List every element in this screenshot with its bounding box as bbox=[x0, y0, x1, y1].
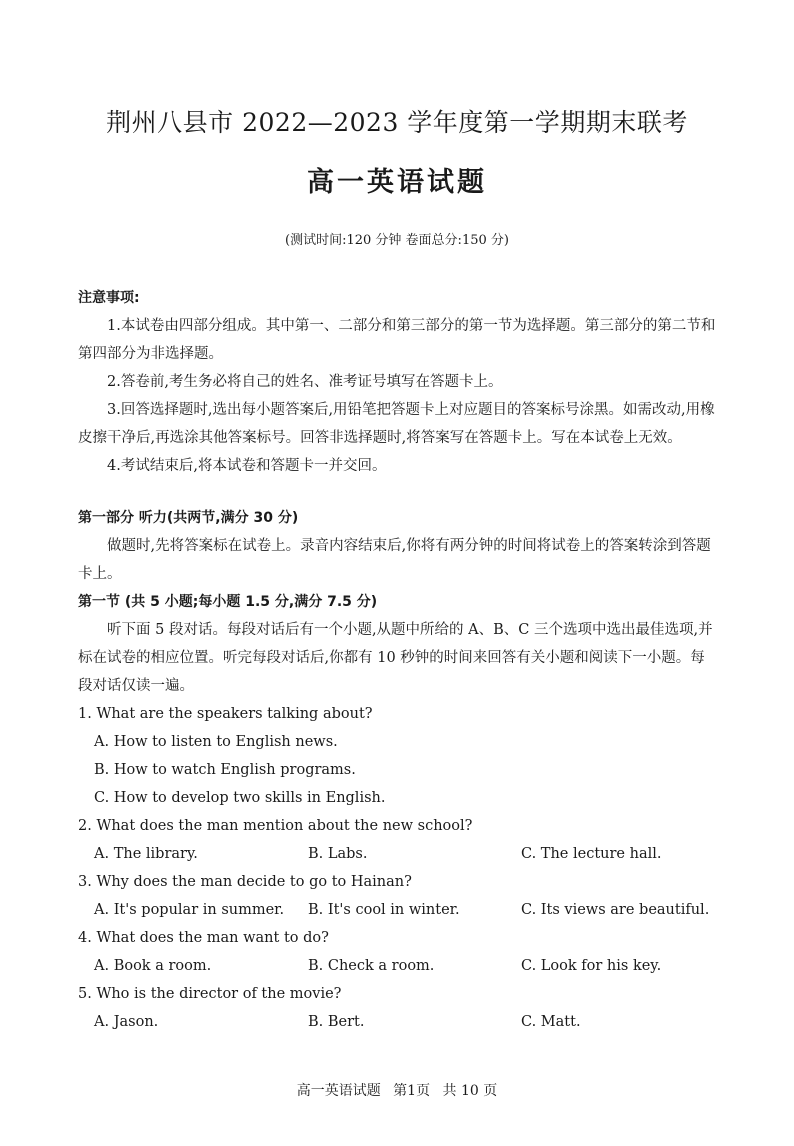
section1-instruction: 听下面 5 段对话。每段对话后有一个小题,从题中所给的 A、B、C 三个选项中选出最佳选项,并标在试卷的相应位置。听完每段对话后,你都有 10 秒钟的时间来回答有关小题和阅读下一小题。每段对话仅读一遍。 bbox=[78, 622, 713, 694]
notice-item: 3.回答选择题时,选出每小题答案后,用铅笔把答题卡上对应题目的答案标号涂黑。如需改动,用橡皮擦干净后,再选涂其他答案标号。回答非选择题时,将答案写在答题卡上。写在本试卷上无效。 bbox=[78, 402, 715, 446]
notice-item: 2.答卷前,考生务必将自己的姓名、准考证号填写在答题卡上。 bbox=[107, 374, 503, 390]
question-stem: 2. What does the man mention about the new school? bbox=[78, 818, 473, 834]
part1-heading: 第一部分 听力(共两节,满分 30 分) bbox=[78, 510, 299, 526]
exam-title: 荆州八县市 2022—2023 学年度第一学期期末联考 bbox=[106, 108, 688, 137]
options-row bbox=[78, 840, 716, 868]
options-row bbox=[78, 1008, 716, 1036]
option-c: C. The lecture hall. bbox=[521, 846, 662, 862]
spacer bbox=[78, 480, 716, 504]
footer-page-number: 第1页 bbox=[393, 1083, 431, 1099]
option-a: A. Book a room. bbox=[94, 958, 212, 974]
question-stem: 5. Who is the director of the movie? bbox=[78, 986, 342, 1002]
notice-item: 4.考试结束后,将本试卷和答题卡一并交回。 bbox=[107, 458, 387, 474]
option-a: A. The library. bbox=[94, 846, 198, 862]
option-a: A. How to listen to English news. bbox=[94, 734, 338, 750]
question-stem: 3. Why does the man decide to go to Hainan? bbox=[78, 874, 412, 890]
option-c: C. Its views are beautiful. bbox=[521, 902, 710, 918]
footer-subject: 高一英语试题 bbox=[296, 1083, 381, 1099]
options-row bbox=[78, 952, 716, 980]
page-footer bbox=[0, 1080, 794, 1100]
option-a: A. Jason. bbox=[94, 1014, 159, 1030]
option-b: B. Check a room. bbox=[308, 958, 435, 974]
option-b: B. It's cool in winter. bbox=[308, 902, 460, 918]
question-1 bbox=[78, 700, 716, 812]
options-row bbox=[78, 896, 716, 924]
option-c: C. Look for his key. bbox=[521, 958, 662, 974]
question-stem: 4. What does the man want to do? bbox=[78, 930, 329, 946]
option-b: B. Bert. bbox=[308, 1014, 365, 1030]
question-4 bbox=[78, 924, 716, 980]
question-2 bbox=[78, 812, 716, 868]
question-5 bbox=[78, 980, 716, 1036]
exam-info: (测试时间:120 分钟 卷面总分:150 分) bbox=[285, 233, 509, 248]
question-stem: 1. What are the speakers talking about? bbox=[78, 706, 373, 722]
exam-subtitle: 高一英语试题 bbox=[307, 167, 487, 198]
part1-instruction: 做题时,先将答案标在试卷上。录音内容结束后,你将有两分钟的时间将试卷上的答案转涂到答题卡上。 bbox=[78, 538, 711, 582]
footer-total-pages: 共 10 页 bbox=[442, 1083, 498, 1099]
question-3 bbox=[78, 868, 716, 924]
exam-body bbox=[78, 284, 716, 1036]
notice-heading: 注意事项: bbox=[78, 290, 140, 306]
option-b: B. Labs. bbox=[308, 846, 368, 862]
option-b: B. How to watch English programs. bbox=[94, 762, 356, 778]
option-c: C. How to develop two skills in English. bbox=[94, 790, 386, 806]
option-a: A. It's popular in summer. bbox=[94, 902, 285, 918]
notice-item: 1.本试卷由四部分组成。其中第一、二部分和第三部分的第一节为选择题。第三部分的第二节和第四部分为非选择题。 bbox=[78, 318, 716, 362]
section1-heading: 第一节 (共 5 小题;每小题 1.5 分,满分 7.5 分) bbox=[78, 594, 378, 610]
option-c: C. Matt. bbox=[521, 1014, 581, 1030]
